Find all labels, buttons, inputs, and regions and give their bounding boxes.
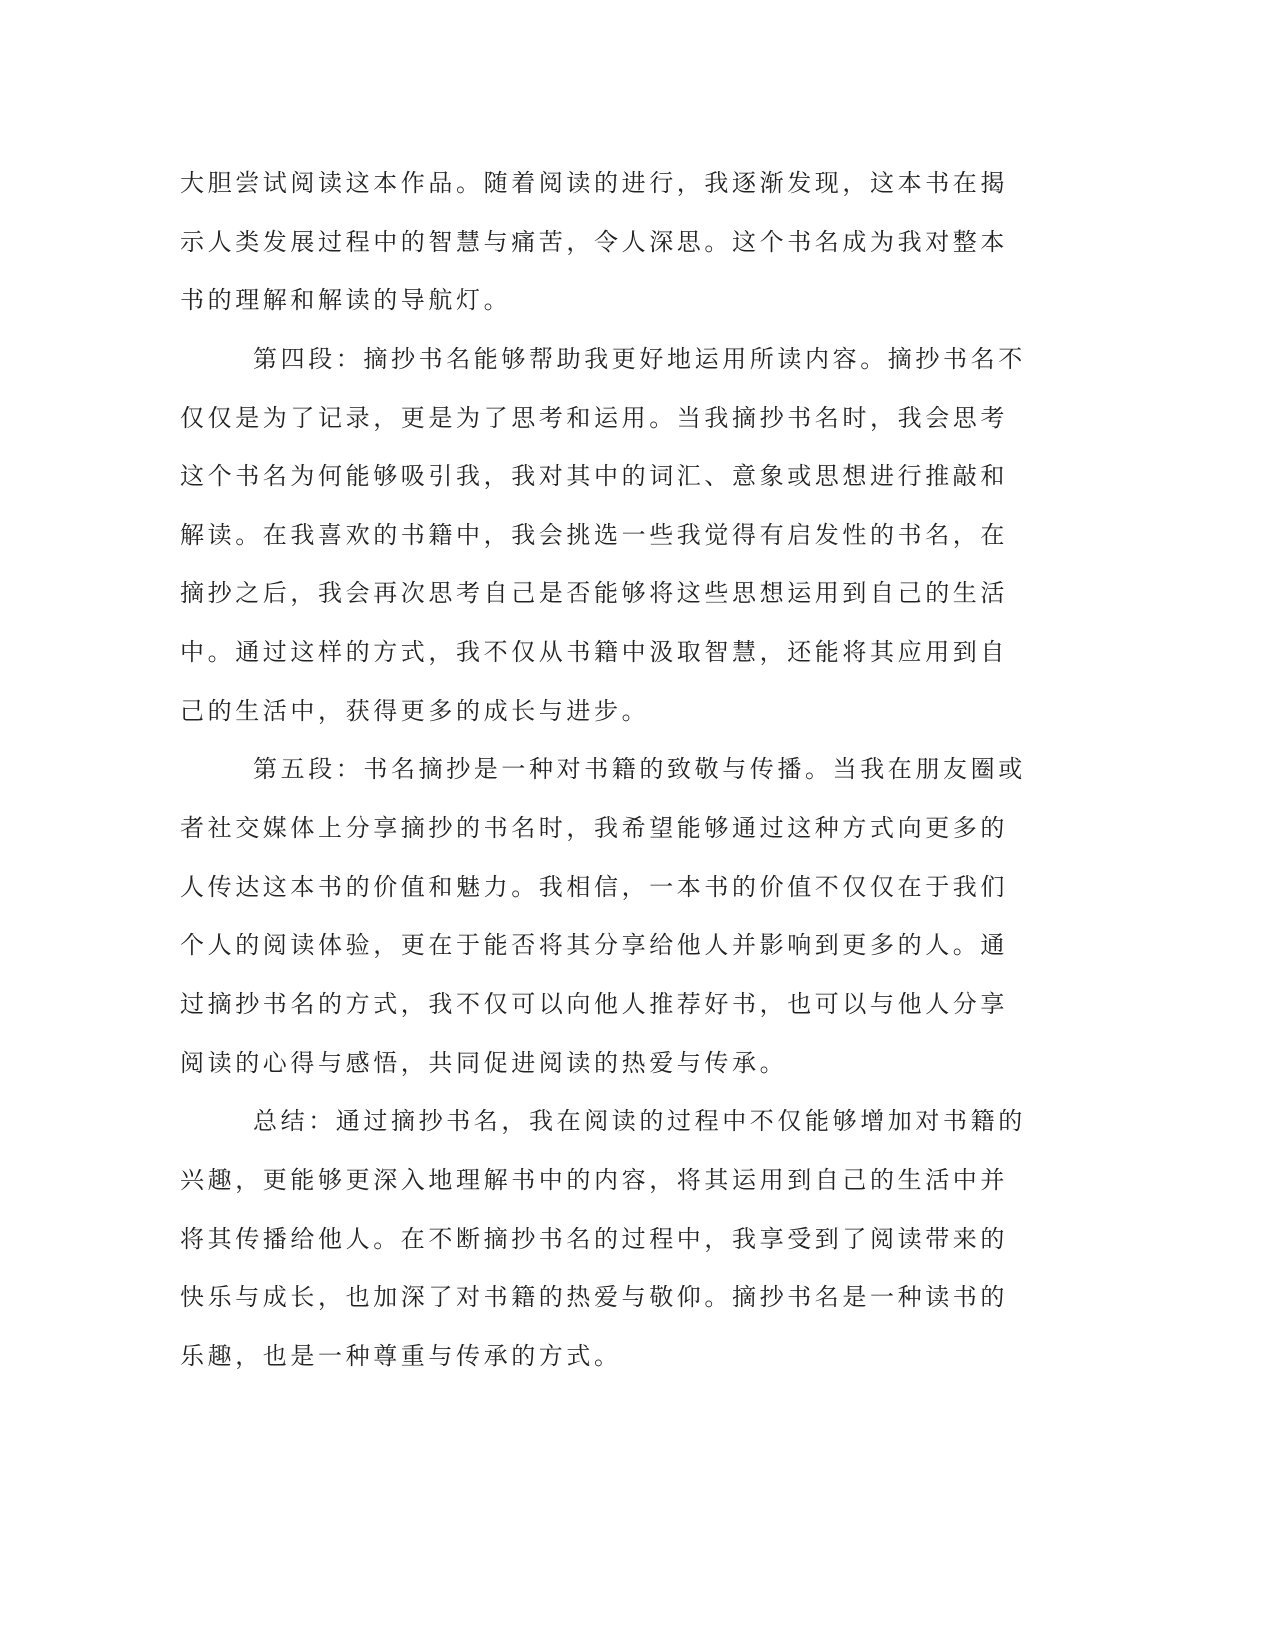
- text-line: 己的生活中，获得更多的成长与进步。: [180, 696, 650, 725]
- text-line: 中。通过这样的方式，我不仅从书籍中汲取智慧，还能将其应用到自: [180, 638, 1008, 667]
- text-line: 阅读的心得与感悟，共同促进阅读的热爱与传承。: [180, 1048, 788, 1077]
- text-line: 总结：通过摘抄书名，我在阅读的过程中不仅能够增加对书籍的: [253, 1107, 1026, 1136]
- text-line: 第五段：书名摘抄是一种对书籍的致敬与传播。当我在朋友圈或: [253, 755, 1026, 784]
- paragraph-summary: [180, 1092, 1040, 1385]
- text-line: 人传达这本书的价值和魅力。我相信，一本书的价值不仅仅在于我们: [180, 872, 1008, 901]
- text-line: 乐趣，也是一种尊重与传承的方式。: [180, 1341, 622, 1370]
- text-line: 示人类发展过程中的智慧与痛苦，令人深思。这个书名成为我对整本: [180, 227, 1008, 256]
- text-line: 大胆尝试阅读这本作品。随着阅读的进行，我逐渐发现，这本书在揭: [180, 169, 1008, 197]
- text-line: 个人的阅读体验，更在于能否将其分享给他人并影响到更多的人。通: [180, 931, 1008, 960]
- text-line: 过摘抄书名的方式，我不仅可以向他人推荐好书，也可以与他人分享: [180, 989, 1008, 1018]
- text-line: 快乐与成长，也加深了对书籍的热爱与敬仰。摘抄书名是一种读书的: [180, 1283, 1008, 1312]
- text-line: 解读。在我喜欢的书籍中，我会挑选一些我觉得有启发性的书名，在: [180, 520, 1008, 549]
- paragraph-section-four: [180, 330, 1040, 740]
- text-line: 摘抄之后，我会再次思考自己是否能够将这些思想运用到自己的生活: [180, 579, 1008, 608]
- text-line: 第四段：摘抄书名能够帮助我更好地运用所读内容。摘抄书名不: [253, 344, 1026, 373]
- paragraph-continuation: [180, 154, 1040, 330]
- text-line: 兴趣，更能够更深入地理解书中的内容，将其运用到自己的生活中并: [180, 1165, 1008, 1194]
- document-body: [180, 154, 1040, 1385]
- text-line: 这个书名为何能够吸引我，我对其中的词汇、意象或思想进行推敲和: [180, 462, 1008, 491]
- text-line: 者社交媒体上分享摘抄的书名时，我希望能够通过这种方式向更多的: [180, 814, 1008, 843]
- text-line: 将其传播给他人。在不断摘抄书名的过程中，我享受到了阅读带来的: [180, 1224, 1008, 1253]
- text-line: 仅仅是为了记录，更是为了思考和运用。当我摘抄书名时，我会思考: [180, 403, 1008, 432]
- paragraph-section-five: [180, 740, 1040, 1092]
- text-line: 书的理解和解读的导航灯。: [180, 286, 512, 315]
